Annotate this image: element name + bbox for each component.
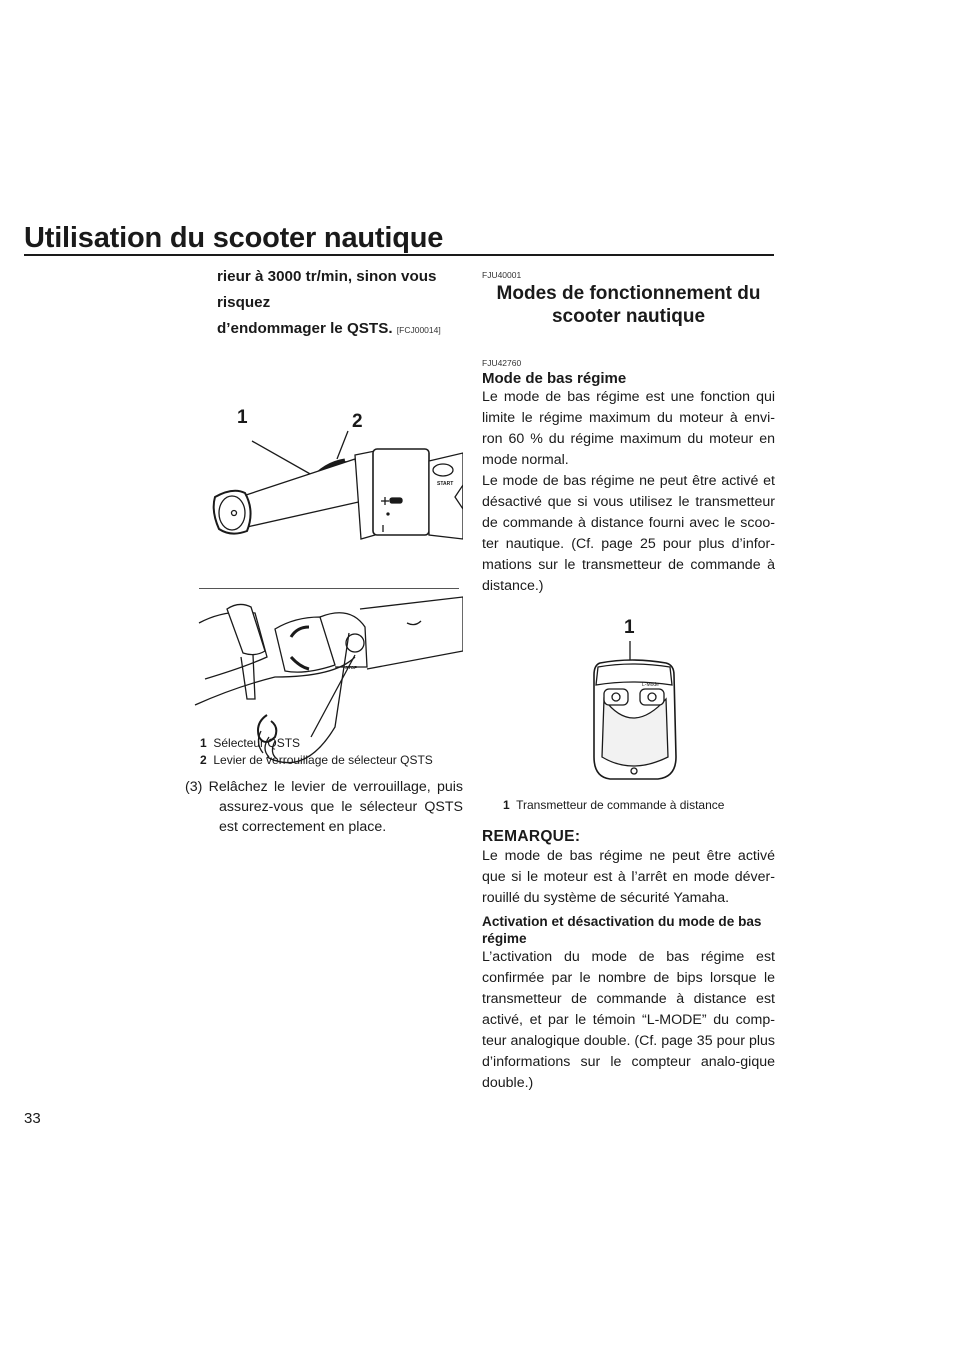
- figure-label-2: 2: [352, 411, 363, 432]
- start-print: START: [437, 481, 454, 487]
- l-mode-print: L-Mode: [642, 682, 659, 688]
- section-title-line-1: Modes de fonctionnement du: [496, 283, 761, 304]
- activation-heading: Activation et désactivation du mode de bas régime: [482, 914, 762, 946]
- figure-label-1: 1: [237, 407, 248, 428]
- caption-2-num: 2: [200, 753, 207, 767]
- section-title: [482, 282, 775, 328]
- right-column: [482, 270, 775, 1094]
- subsection-code: FJU42760: [482, 358, 522, 368]
- qsts-lanyard-illustration: [185, 587, 463, 787]
- caption-2-text: Levier de verrouillage de sélecteur QSTS: [213, 753, 433, 767]
- section-code: FJU40001: [482, 270, 522, 280]
- section-title-line-2: scooter nautique: [551, 306, 706, 327]
- title-rule: [24, 254, 774, 256]
- note-heading: REMARQUE:: [482, 828, 581, 845]
- paragraph-1: Le mode de bas régime est une fonction qui limite le régime maximum du moteur à envi-ron 60 % du régime maximum du moteur en mode normal.: [482, 389, 775, 468]
- left-column: [185, 264, 463, 837]
- warning-code: [FCJ00014]: [396, 325, 441, 335]
- remote-caption-num: 1: [503, 798, 510, 812]
- remote-figure: [482, 607, 775, 797]
- qsts-figure: [185, 349, 463, 739]
- warning-line-1: rieur à 3000 tr/min, sinon vous risquez: [217, 268, 437, 311]
- qsts-handlebar-illustration: [185, 349, 463, 549]
- warning-continuation: [185, 264, 463, 343]
- remote-figure-label: 1: [624, 617, 635, 638]
- remote-caption-text: Transmetteur de commande à distance: [516, 798, 725, 812]
- page-number: 33: [24, 1110, 41, 1127]
- note-text: Le mode de bas régime ne peut être activé que si le moteur est à l’arrêt en mode déver-rouillé du système de sécurité Yamaha.: [482, 848, 775, 906]
- warning-line-2: [217, 316, 463, 343]
- remote-transmitter-illustration: [482, 607, 775, 797]
- page-title: Utilisation du scooter nautique: [24, 222, 444, 254]
- step-3: (3) Relâchez le levier de verrouillage, puis assurez-vous que le sélecteur QSTS est correctement en place.: [185, 779, 463, 835]
- paragraph-3: L’activation du mode de bas régime est confirmée par le nombre de bips lorsque le transmetteur de commande à distance est activé, et par le témoin “L-MODE” du comp-teur analogique double. (Cf. page 35 pour plus d’informations sur le compteur analo-gique double.): [482, 949, 775, 1091]
- caption-1-text: Sélecteur QSTS: [213, 736, 301, 750]
- subsection-title: Mode de bas régime: [482, 370, 627, 387]
- remote-caption: [482, 797, 775, 814]
- caption-1-num: 1: [200, 736, 207, 750]
- warning-line-2-text: d’endommager le QSTS.: [217, 320, 393, 337]
- paragraph-2: Le mode de bas régime ne peut être activé et désactivé que si vous utilisez le transmetteur de commande à distance fourni avec le scoo-ter nautique. (Cf. page 25 pour plus d’infor-mations sur le transmetteur de commande à distance.): [482, 473, 775, 594]
- stop-print: STOP: [345, 665, 358, 670]
